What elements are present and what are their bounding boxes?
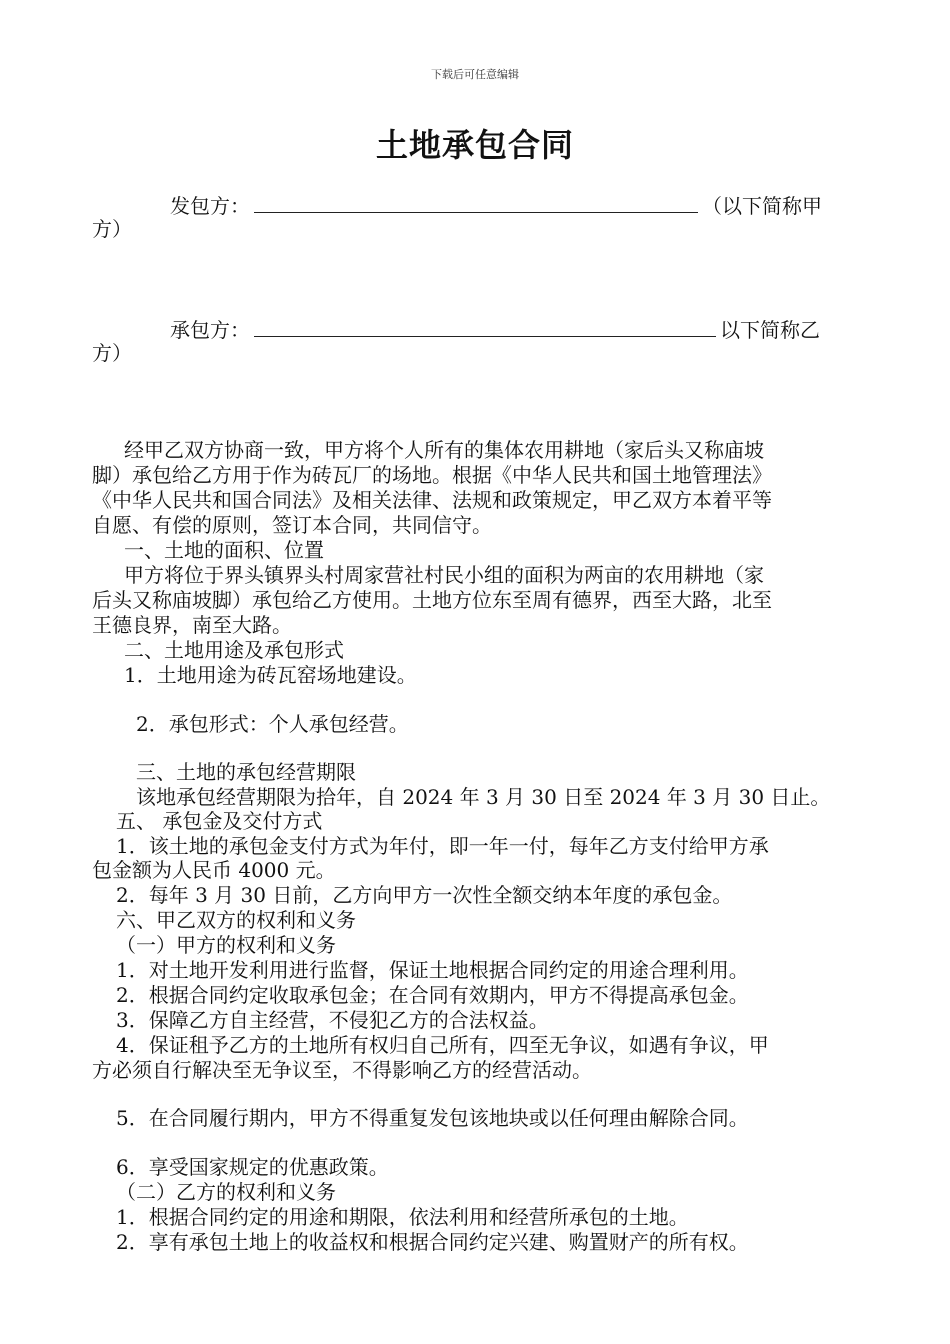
section-heading: 三、土地的承包经营期限 [136, 760, 356, 784]
party-a-line [170, 192, 822, 216]
party-b-line [170, 316, 820, 340]
body-line: 1．根据合同约定的用途和期限，依法利用和经营所承包的土地。 [116, 1205, 689, 1229]
party-a-continuation: 方） [92, 217, 132, 241]
page-title: 土地承包合同 [375, 126, 574, 164]
body-line: 甲方将位于界头镇界头村周家营社村民小组的面积为两亩的农用耕地（家 [124, 563, 764, 587]
body-line: 2．每年 3 月 30 日前，乙方向甲方一次性全额交纳本年度的承包金。 [116, 883, 733, 907]
party-b-blank [254, 316, 716, 337]
subsection-heading: （一）甲方的权利和义务 [116, 933, 336, 957]
party-b-suffix: 以下简称乙 [720, 318, 820, 342]
body-line: 2．根据合同约定收取承包金；在合同有效期内，甲方不得提高承包金。 [116, 983, 749, 1007]
body-line: 1．该土地的承包金支付方式为年付，即一年一付，每年乙方支付给甲方承 [116, 834, 769, 858]
party-b-label: 承包方： [170, 318, 250, 342]
section-heading: 一、土地的面积、位置 [124, 538, 324, 562]
body-line: 1．对土地开发利用进行监督，保证土地根据合同约定的用途合理利用。 [116, 958, 749, 982]
body-line: 1．土地用途为砖瓦窑场地建设。 [124, 663, 417, 687]
party-a-blank [254, 192, 698, 213]
body-line: 后头又称庙坡脚）承包给乙方使用。土地方位东至周有德界，西至大路，北至 [92, 588, 772, 612]
body-line: 4．保证租予乙方的土地所有权归自己所有，四至无争议，如遇有争议，甲 [116, 1033, 769, 1057]
section-heading: 二、土地用途及承包形式 [124, 638, 344, 662]
party-b-continuation: 方） [92, 341, 132, 365]
body-line: 3．保障乙方自主经营，不侵犯乙方的合法权益。 [116, 1008, 549, 1032]
body-line: 包金额为人民币 4000 元。 [92, 858, 336, 882]
body-line: 《中华人民共和国合同法》及相关法律、法规和政策规定，甲乙双方本着平等 [92, 488, 772, 512]
body-line: 5．在合同履行期内，甲方不得重复发包该地块或以任何理由解除合同。 [116, 1106, 749, 1130]
section-heading: 六、甲乙双方的权利和义务 [116, 908, 356, 932]
party-a-label: 发包方： [170, 194, 250, 218]
body-line: 2．承包形式：个人承包经营。 [136, 712, 409, 736]
body-line: 自愿、有偿的原则，签订本合同，共同信守。 [92, 513, 492, 537]
header-note: 下载后可任意编辑 [431, 68, 519, 81]
subsection-heading: （二）乙方的权利和义务 [116, 1180, 336, 1204]
body-line: 王德良界，南至大路。 [92, 613, 292, 637]
body-line: 脚）承包给乙方用于作为砖瓦厂的场地。根据《中华人民共和国土地管理法》 [92, 463, 772, 487]
body-line: 经甲乙双方协商一致，甲方将个人所有的集体农用耕地（家后头又称庙坡 [124, 438, 764, 462]
body-line: 2．享有承包土地上的收益权和根据合同约定兴建、购置财产的所有权。 [116, 1230, 749, 1254]
body-line: 6．享受国家规定的优惠政策。 [116, 1155, 389, 1179]
section-heading: 五、 承包金及交付方式 [116, 809, 323, 833]
body-line: 该地承包经营期限为拾年，自 2024 年 3 月 30 日至 2024 年 3 月 30 日止。 [136, 785, 831, 809]
party-a-suffix: （以下简称甲 [702, 194, 822, 218]
body-line: 方必须自行解决至无争议至，不得影响乙方的经营活动。 [92, 1058, 592, 1082]
